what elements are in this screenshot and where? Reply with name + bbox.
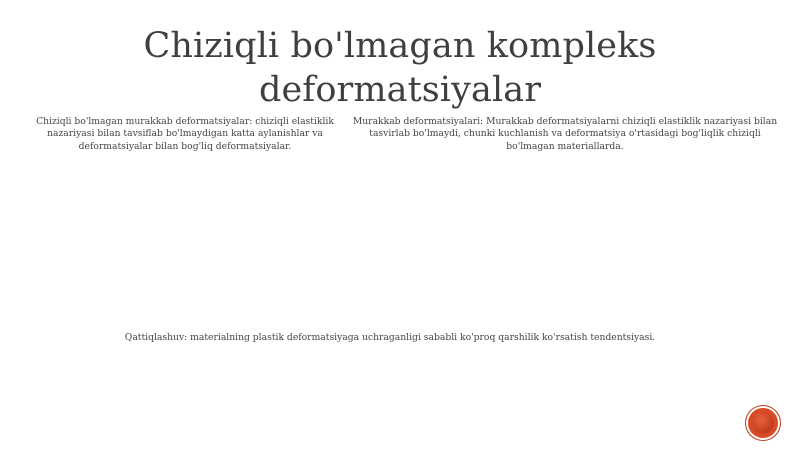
bottom-paragraph: Qattiqlashuv: materialning plastik deformatsiyaga uchraganligi sababli ko'proq qarshilik ko'rsatish tendentsiyasi.: [124, 332, 656, 343]
right-paragraph: Murakkab deformatsiyalari: Murakkab deformatsiyalarni chiziqli elastiklik nazariyasi bilan tasvirlab bo'lmaydi, chunki kuchlanish va deformatsiya o'rtasidagi bog'liqlik chiziqli bo'lmagan materiallarda.: [352, 116, 778, 152]
slide-title: Chiziqli bo'lmagan kompleks deformatsiyalar: [143, 26, 657, 110]
left-paragraph: Chiziqli bo'lmagan murakkab deformatsiyalar: chiziqli elastiklik nazariyasi bilan tavsiflab bo'lmaydigan katta aylanishlar va deformatsiyalar bilan bog'liq deformatsiyalar.: [36, 116, 334, 152]
slide-nav-button[interactable]: [748, 408, 778, 438]
circle-button-icon: [752, 412, 774, 434]
